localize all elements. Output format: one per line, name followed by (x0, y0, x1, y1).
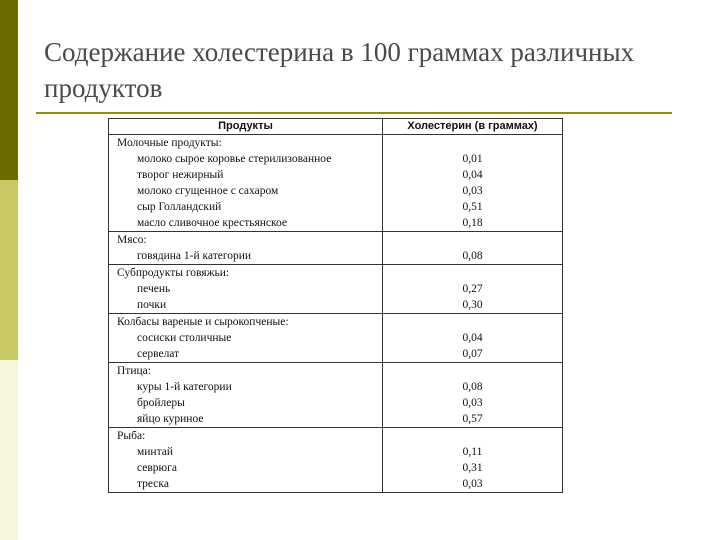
group-values-cell (383, 135, 563, 232)
product-name: сыр Голландский (137, 201, 222, 213)
cholesterol-value: 0,51 (462, 201, 483, 213)
product-name: треска (137, 478, 169, 490)
group-values-cell (383, 314, 563, 363)
cholesterol-value: 0,18 (462, 217, 483, 229)
sidebar-band-dark (0, 0, 18, 180)
slide-title: Содержание холестерина в 100 граммах различных продуктов (44, 37, 635, 103)
cholesterol-value: 0,27 (462, 283, 483, 295)
product-name: минтай (137, 446, 174, 458)
group-title: Субпродукты говяжьи: (117, 267, 230, 279)
group-products-cell (109, 135, 383, 232)
cholesterol-value: 0,11 (462, 446, 483, 458)
product-name: молоко сгущенное с сахаром (137, 185, 279, 197)
product-name: бройлеры (137, 397, 185, 409)
product-name: яйцо куриное (137, 413, 204, 425)
table-group-row (109, 363, 563, 428)
cholesterol-value: 0,01 (462, 153, 483, 165)
group-products-cell (109, 265, 383, 314)
cholesterol-table (108, 118, 563, 493)
group-title: Молочные продукты: (117, 137, 222, 149)
product-name: печень (137, 283, 171, 295)
group-products-cell (109, 232, 383, 265)
cholesterol-value: 0,04 (462, 332, 483, 344)
product-name: говядина 1-й категории (137, 250, 252, 262)
sidebar-band-light (0, 360, 18, 540)
group-values-cell (383, 363, 563, 428)
slide-sidebar-decoration (0, 0, 18, 540)
group-title: Колбасы вареные и сырокопченые: (117, 316, 289, 328)
product-name: творог нежирный (137, 169, 224, 181)
product-name: молоко сырое коровье стерилизованное (137, 153, 332, 165)
cholesterol-value: 0,03 (462, 397, 483, 409)
cholesterol-value: 0,04 (462, 169, 483, 181)
title-underline (36, 112, 672, 114)
cholesterol-value: 0,07 (462, 348, 483, 360)
table-group-row (109, 265, 563, 314)
column-header-products: Продукты (109, 119, 383, 135)
cholesterol-value: 0,08 (462, 381, 483, 393)
table-group-row (109, 135, 563, 232)
cholesterol-value: 0,57 (462, 413, 483, 425)
table-group-row (109, 428, 563, 493)
group-values-cell (383, 265, 563, 314)
product-name: почки (137, 299, 167, 311)
table-group-row (109, 314, 563, 363)
group-title: Рыба: (117, 430, 146, 442)
sidebar-band-mid (0, 180, 18, 360)
cholesterol-value: 0,30 (462, 299, 483, 311)
group-products-cell (109, 314, 383, 363)
cholesterol-value: 0,08 (462, 250, 483, 262)
product-name: куры 1-й категории (137, 381, 232, 393)
product-name: сервелат (137, 348, 180, 360)
group-values-cell (383, 428, 563, 493)
product-name: сосиски столичные (137, 332, 232, 344)
cholesterol-value: 0,03 (462, 185, 483, 197)
table-group-row (109, 232, 563, 265)
group-title: Птица: (117, 365, 151, 377)
product-name: масло сливочное крестьянское (137, 217, 288, 229)
column-header-cholesterol: Холестерин (в граммах) (383, 119, 563, 135)
cholesterol-value: 0,31 (462, 462, 483, 474)
group-products-cell (109, 363, 383, 428)
table-header-row (109, 119, 563, 135)
product-name: севрюга (137, 462, 177, 474)
cholesterol-value: 0,03 (462, 478, 483, 490)
group-title: Мясо: (117, 234, 147, 246)
group-values-cell (383, 232, 563, 265)
group-products-cell (109, 428, 383, 493)
